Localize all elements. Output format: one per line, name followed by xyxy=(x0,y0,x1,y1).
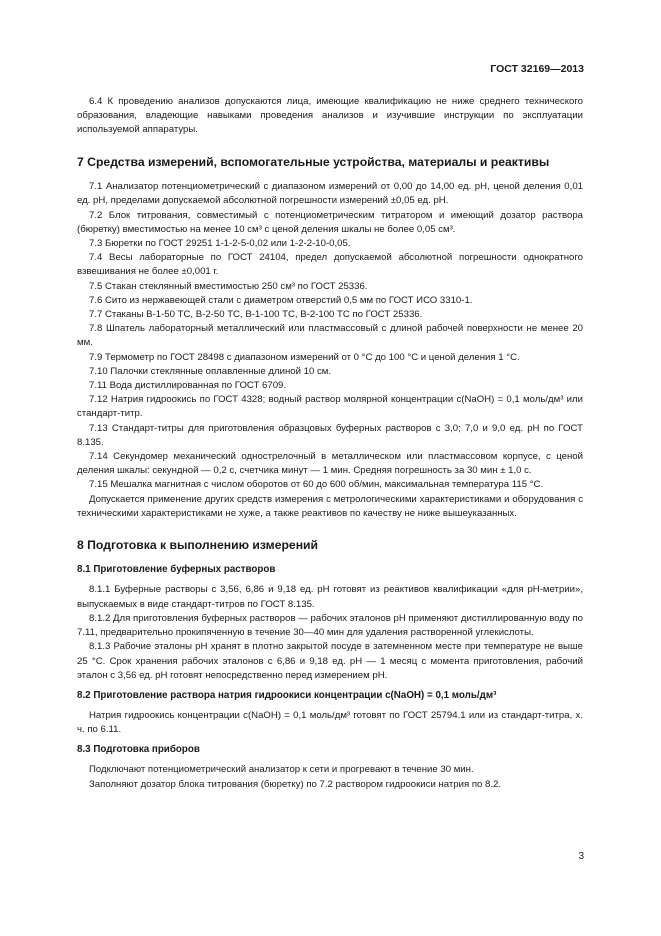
item-7-1: 7.1 Анализатор потенциометрический с диапазоном измерений от 0,00 до 14,00 ед. рН, ценой деления 0,01 ед. рН, пределами допускаемой абсолютной погрешности измерений ±0,05 ед. рН. xyxy=(77,181,583,207)
section-7-note: Допускается применение других средств измерения с метрологическими характеристиками и оборудования с техническими характеристиками не хуже, а также реактивов по качеству не ниже вышеуказанных. xyxy=(77,493,583,519)
item-7-12: 7.12 Натрия гидроокись по ГОСТ 4328; водный раствор молярной концентрации c(NaOH) = 0,1 моль/дм³ или стандарт-титр. xyxy=(77,394,583,420)
item-7-3: 7.3 Бюретки по ГОСТ 29251 1-1-2-5-0,02 или 1-2-2-10-0,05. xyxy=(89,237,351,249)
item-7-8: 7.8 Шпатель лабораторный металлический или пластмассовый с длиной рабочей поверхности не менее 20 мм. xyxy=(77,323,583,349)
item-8-3-text-2: Заполняют дозатор блока титрования (бюретку) по 7.2 раствором гидроокиси натрия по 8.2. xyxy=(89,778,502,790)
item-7-4: 7.4 Весы лабораторные по ГОСТ 24104, предел допускаемой абсолютной погрешности однократного взвешивания не более ±0,001 г. xyxy=(77,252,583,278)
item-7-14: 7.14 Секундомер механический однострелочный в металлическом или пластмассовом корпусе, с ценой деления шкалы: секундной — 0,2 с, счетчика минут — 1 мин. Средняя погрешность за 30 мин ± 1,0 с. xyxy=(77,450,583,477)
item-7-13: 7.13 Стандарт-титры для приготовления образцовых буферных растворов с 3,0; 7,0 и 9,0 ед. рН по ГОСТ 8.135. xyxy=(77,422,583,448)
item-8-1-1: 8.1.1 Буферные растворы с 3,56, 6,86 и 9,18 ед. рН готовят из реактивов квалификации «для рН-метрии», выпускаемых в виде стандарт-титров по ГОСТ 8.135. xyxy=(77,584,583,610)
item-8-3-text-1: Подключают потенциометрический анализатор к сети и прогревают в течение 30 мин. xyxy=(89,764,474,776)
page-number: 3 xyxy=(578,851,584,862)
item-8-1-3: 8.1.3 Рабочие эталоны рН хранят в плотно закрытой посуде в затемненном месте при температуре не выше 25 °С. Срок хранения рабочих эталонов с 6,86 и 9,18 ед. рН — 1 месяц с момента приготовления, рабочий эталон с 3,56 ед. рН готовят непосредственно перед измерением рН. xyxy=(77,641,583,681)
item-8-1-2: 8.1.2 Для приготовления буферных растворов — рабочих эталонов рН применяют дистиллированную воду по 7.11, предварительно прокипяченную в течение 30—40 мин для удаления растворенной углекислоты. xyxy=(77,612,583,639)
item-7-10: 7.10 Палочки стеклянные оплавленные длиной 10 см. xyxy=(89,365,332,377)
item-7-2: 7.2 Блок титрования, совместимый с потенциометрическим титратором и имеющий дозатор раствора (бюретку) вместимостью на менее 10 см³ с ценой деления шкалы не более 0,05 см³. xyxy=(77,209,583,235)
paragraph-6-4: 6.4 К проведению анализов допускаются лица, имеющие квалификацию не ниже среднего технического образования, владеющие навыками проведения анализов и изучившие инструкции по эксплуатации используемой аппаратуры. xyxy=(77,96,583,136)
item-7-15: 7.15 Мешалка магнитная с числом оборотов от 60 до 600 об/мин, максимальная температура 115 °С. xyxy=(89,479,544,491)
item-7-5: 7.5 Стакан стеклянный вместимостью 250 см³ по ГОСТ 25336. xyxy=(89,280,368,292)
section-7-heading: 7 Средства измерений, вспомогательные устройства, материалы и реактивы xyxy=(77,154,550,169)
subsection-8-2-heading: 8.2 Приготовление раствора натрия гидроокиси концентрации c(NaOH) = 0,1 моль/дм³ xyxy=(77,689,497,701)
item-7-7: 7.7 Стаканы В-1-50 ТС, В-2-50 ТС, В-1-100 ТС, В-2-100 ТС по ГОСТ 25336. xyxy=(89,308,423,320)
item-7-6: 7.6 Сито из нержавеющей стали с диаметром отверстий 0,5 мм по ГОСТ ИСО 3310-1. xyxy=(89,294,473,306)
item-7-11: 7.11 Вода дистиллированная по ГОСТ 6709. xyxy=(89,379,287,391)
item-8-2-text: Натрия гидроокись концентрации c(NaOH) = 0,1 моль/дм³ готовят по ГОСТ 25794.1 или из стандарт-титра, х. ч. по 6.11. xyxy=(77,709,583,736)
section-8-heading: 8 Подготовка к выполнению измерений xyxy=(77,537,319,552)
subsection-8-3-heading: 8.3 Подготовка приборов xyxy=(77,744,200,756)
document-code-header: ГОСТ 32169—2013 xyxy=(490,63,584,75)
item-7-9: 7.9 Термометр по ГОСТ 28498 с диапазоном измерений от 0 °С до 100 °С и ценой деления 1 °С. xyxy=(89,351,520,363)
subsection-8-1-heading: 8.1 Приготовление буферных растворов xyxy=(77,564,276,576)
page-content xyxy=(77,95,583,792)
